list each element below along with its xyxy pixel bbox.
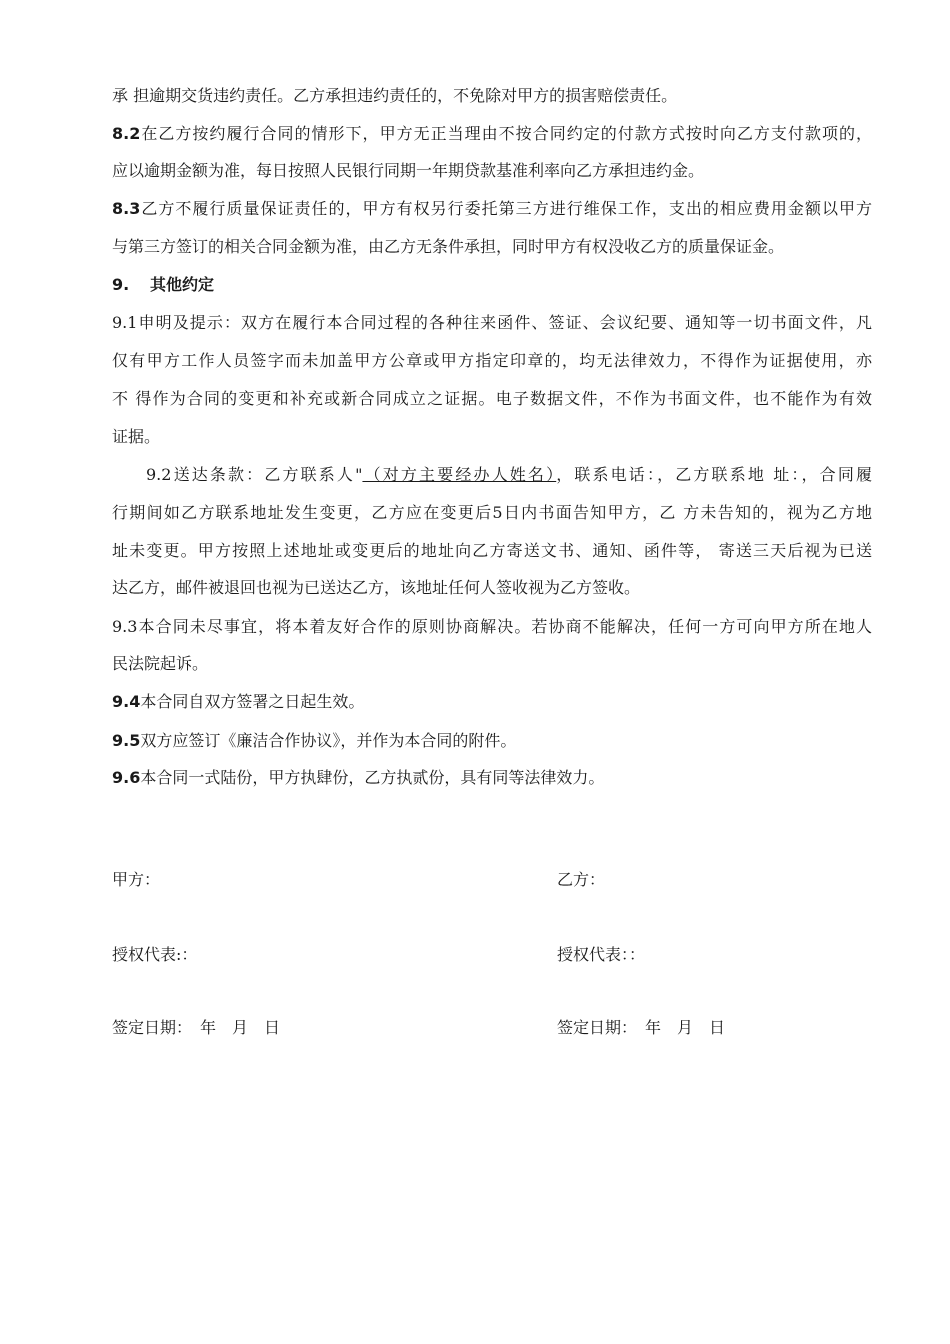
clause-text: ，联系电话：，乙方联系地 址：，合同履 [556,465,872,484]
party-a-representative: 授权代表:： [112,945,198,964]
clause-8-2-line-1 [112,124,872,144]
clause-text: 本合同一式陆份，甲方执肆份，乙方执贰份，具有同等法律效力。 [140,768,605,787]
clause-9-3-line-1: 9.3本合同未尽事宜，将本着友好合作的原则协商解决。若协商不能解决，任何一方可向甲方所在地人 [112,617,872,636]
clause-text: 在乙方按约履行合同的情形下，甲方无正当理由不按合同约定的付款方式按时向乙方支付款项的， [140,124,872,143]
party-a-label: 甲方： [112,870,161,889]
clause-text: 乙方不履行质量保证责任的，甲方有权另行委托第三方进行维保工作，支出的相应费用金额以甲方 [140,199,872,218]
section-title: 其他约定 [150,275,215,294]
clause-number: 8.3 [112,199,141,218]
clause-9-2-line-1 [146,465,872,485]
party-a-sign-date: 签定日期： 年 月 日 [112,1018,281,1037]
clause-text: 本合同自双方签署之日起生效。 [140,692,365,711]
clause-8-3-line-2: 与第三方签订的相关合同金额为准，由乙方无条件承担，同时甲方有权没收乙方的质量保证金。 [112,237,785,256]
clause-text: 双方应签订《廉洁合作协议》，并作为本合同的附件。 [140,731,517,750]
clause-number: 8.2 [112,124,141,143]
section-number: 9. [112,275,130,294]
clause-8-3-line-1 [112,199,872,219]
clause-9-1-line-4: 证据。 [112,427,161,446]
contact-name-placeholder: （对方主要经办人姓名） [362,465,557,484]
clause-9-3-line-2: 民法院起诉。 [112,654,209,673]
party-b-sign-date: 签定日期： 年 月 日 [557,1018,726,1037]
clause-9-1-line-1: 9.1申明及提示：双方在履行本合同过程的各种往来函件、签证、会议纪要、通知等一切书面文件，凡 [112,313,872,332]
party-b-label: 乙方： [557,870,606,889]
clause-number: 9.6 [112,768,141,787]
clause-8-2-line-2: 应以逾期金额为准，每日按照人民银行同期一年期贷款基准利率向乙方承担违约金。 [112,161,705,180]
clause-8-1-continuation: 承 担逾期交货违约责任。乙方承担违约责任的，不免除对甲方的损害赔偿责任。 [112,86,678,105]
clause-9-2-line-3: 址未变更。甲方按照上述地址或变更后的地址向乙方寄送文书、通知、函件等， 寄送三天后视为已送 [112,541,872,560]
clause-text: 9.2送达条款：乙方联系人" [146,465,363,484]
clause-number: 9.5 [112,731,141,750]
clause-9-1-line-2: 仅有甲方工作人员签字而未加盖甲方公章或甲方指定印章的，均无法律效力，不得作为证据使用，亦 [112,351,872,370]
clause-9-6 [112,768,604,788]
clause-9-2-line-2: 行期间如乙方联系地址发生变更，乙方应在变更后5日内书面告知甲方，乙 方未告知的，视为乙方地 [112,503,872,522]
section-heading-9 [112,275,214,295]
clause-number: 9.4 [112,692,141,711]
clause-9-5 [112,731,516,751]
party-b-representative: 授权代表：： [557,945,646,964]
clause-9-1-line-3: 不 得作为合同的变更和补充或新合同成立之证据。电子数据文件，不作为书面文件，也不能作为有效 [112,389,872,408]
clause-9-4 [112,692,364,712]
clause-9-2-line-4: 达乙方，邮件被退回也视为已送达乙方，该地址任何人签收视为乙方签收。 [112,578,641,597]
